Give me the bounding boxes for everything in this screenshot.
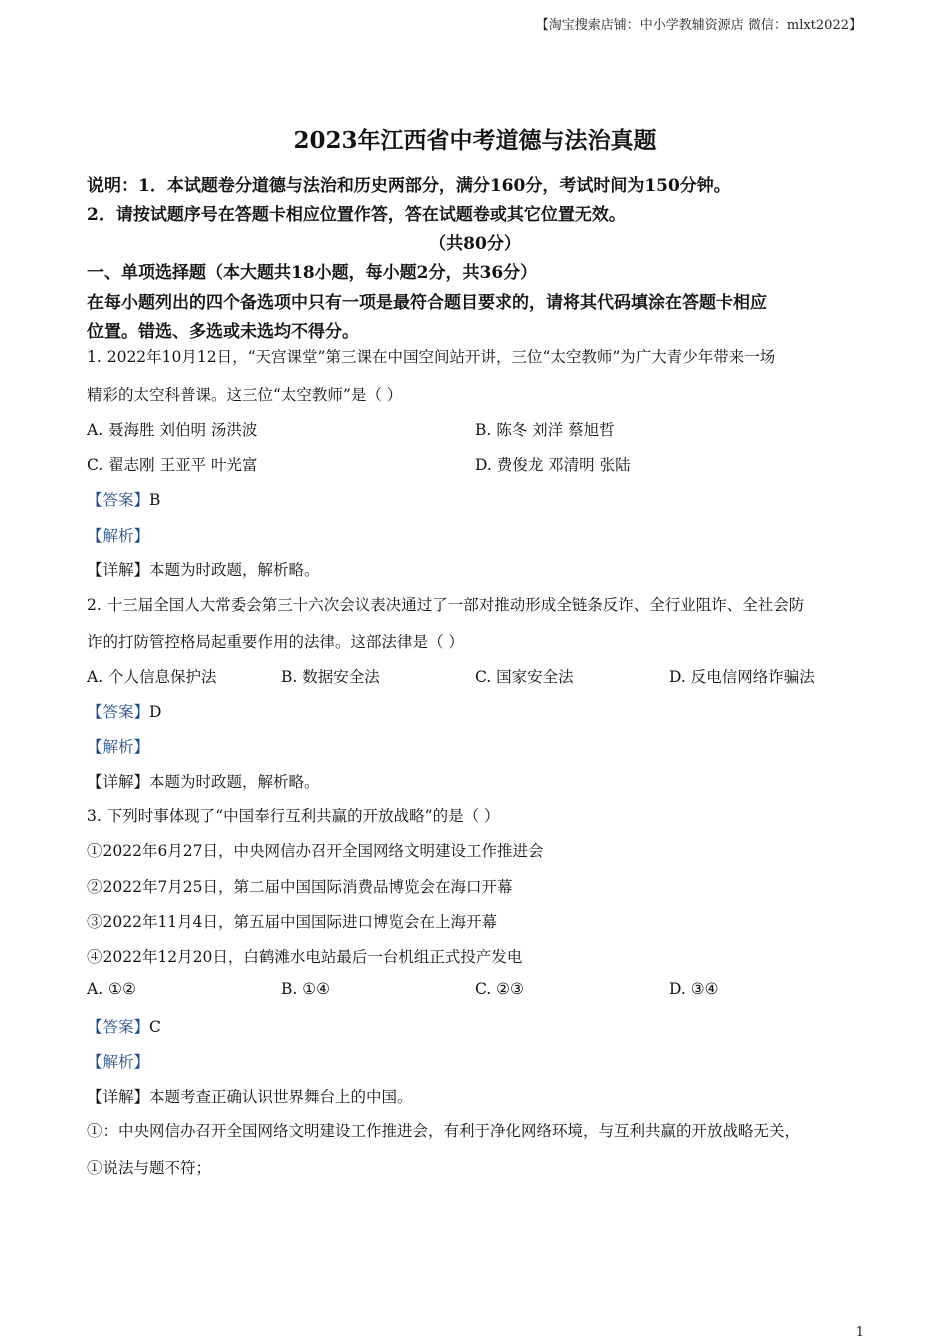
analysis-tag: 【解析】 (87, 1053, 150, 1071)
q1-option-d: D. 费俊龙 邓清明 张陆 (475, 456, 631, 474)
q3-option-b: B. ①④ (281, 980, 331, 998)
section-desc-1: 在每小题列出的四个备选项中只有一项是最符合题目要求的，请将其代码填涂在答题卡相应 (87, 293, 767, 313)
q3-option-c: C. ②③ (475, 980, 524, 998)
q2-option-a: A. 个人信息保护法 (87, 668, 217, 686)
answer-tag: 【答案】 (87, 491, 150, 509)
detail-text: 本题考查正确认识世界舞台上的中国。 (149, 1088, 413, 1106)
q3-analysis (87, 1050, 867, 1072)
answer-tag: 【答案】 (87, 1018, 150, 1036)
answer-tag: 【答案】 (87, 703, 150, 721)
analysis-tag: 【解析】 (87, 738, 150, 756)
shop-header-note: 【淘宝搜索店铺：中小学教辅资源店 微信：mlxt2022】 (535, 18, 862, 33)
detail-tag: 【详解】 (87, 1088, 150, 1106)
q2-option-b: B. 数据安全法 (281, 668, 380, 686)
q2-detail (87, 770, 867, 792)
answer-value: D (149, 703, 162, 721)
q2-answer (87, 700, 867, 722)
detail-text: 本题为时政题，解析略。 (149, 773, 320, 791)
q1-detail (87, 558, 867, 580)
q3-stem: 3. 下列时事体现了“中国奉行互利共赢的开放战略”的是（ ） (87, 807, 500, 825)
detail-tag: 【详解】 (87, 561, 150, 579)
q2-analysis (87, 735, 867, 757)
q3-explain-line-2: ①说法与题不符； (87, 1159, 212, 1177)
q3-item-4: ④2022年12月20日，白鹤滩水电站最后一台机组正式投产发电 (87, 948, 523, 966)
q3-detail (87, 1085, 867, 1107)
answer-value: C (149, 1018, 161, 1036)
detail-text: 本题为时政题，解析略。 (149, 561, 320, 579)
section-heading: 一、单项选择题（本大题共18小题，每小题2分，共36分） (87, 263, 538, 283)
q1-option-b: B. 陈冬 刘洋 蔡旭哲 (475, 421, 615, 439)
q1-option-c: C. 翟志刚 王亚平 叶光富 (87, 456, 258, 474)
q3-option-a: A. ①② (87, 980, 136, 998)
q1-answer (87, 488, 867, 510)
analysis-tag: 【解析】 (87, 527, 150, 545)
page-title: 2023年江西省中考道德与法治真题 (293, 127, 657, 154)
page-number: 1 (855, 1325, 864, 1340)
q2-stem-line-1: 2. 十三届全国人大常委会第三十六次会议表决通过了一部对推动形成全链条反诈、全行业阻诈、全社会防 (87, 596, 805, 614)
q2-option-d: D. 反电信网络诈骗法 (669, 668, 815, 686)
q1-option-a: A. 聂海胜 刘伯明 汤洪波 (87, 421, 258, 439)
q1-stem-line-2: 精彩的太空科普课。这三位“太空教师”是（ ） (87, 386, 403, 404)
answer-value: B (149, 491, 161, 509)
detail-tag: 【详解】 (87, 773, 150, 791)
q3-item-1: ①2022年6月27日，中央网信办召开全国网络文明建设工作推进会 (87, 842, 544, 860)
score-line: （共80分） (429, 234, 521, 254)
q3-explain-line-1: ①：中央网信办召开全国网络文明建设工作推进会，有利于净化网络环境，与互利共赢的开放战略无关， (87, 1122, 801, 1140)
q1-analysis (87, 524, 867, 546)
q3-option-d: D. ③④ (669, 980, 719, 998)
q3-item-3: ③2022年11月4日，第五届中国国际进口博览会在上海开幕 (87, 913, 498, 931)
q2-stem-line-2: 诈的打防管控格局起重要作用的法律。这部法律是（ ） (87, 633, 464, 651)
instruction-1: 说明：1．本试题卷分道德与法治和历史两部分，满分160分，考试时间为150分钟。 (87, 176, 731, 196)
q3-item-2: ②2022年7月25日，第二届中国国际消费品博览会在海口开幕 (87, 878, 513, 896)
q1-stem-line-1: 1. 2022年10月12日，“天宫课堂”第三课在中国空间站开讲，三位“太空教师”为广大青少年带来一场 (87, 348, 776, 366)
section-desc-2: 位置。错选、多选或未选均不得分。 (87, 322, 359, 342)
q3-answer (87, 1015, 867, 1037)
q2-option-c: C. 国家安全法 (475, 668, 574, 686)
instruction-2: 2．请按试题序号在答题卡相应位置作答，答在试题卷或其它位置无效。 (87, 205, 626, 225)
